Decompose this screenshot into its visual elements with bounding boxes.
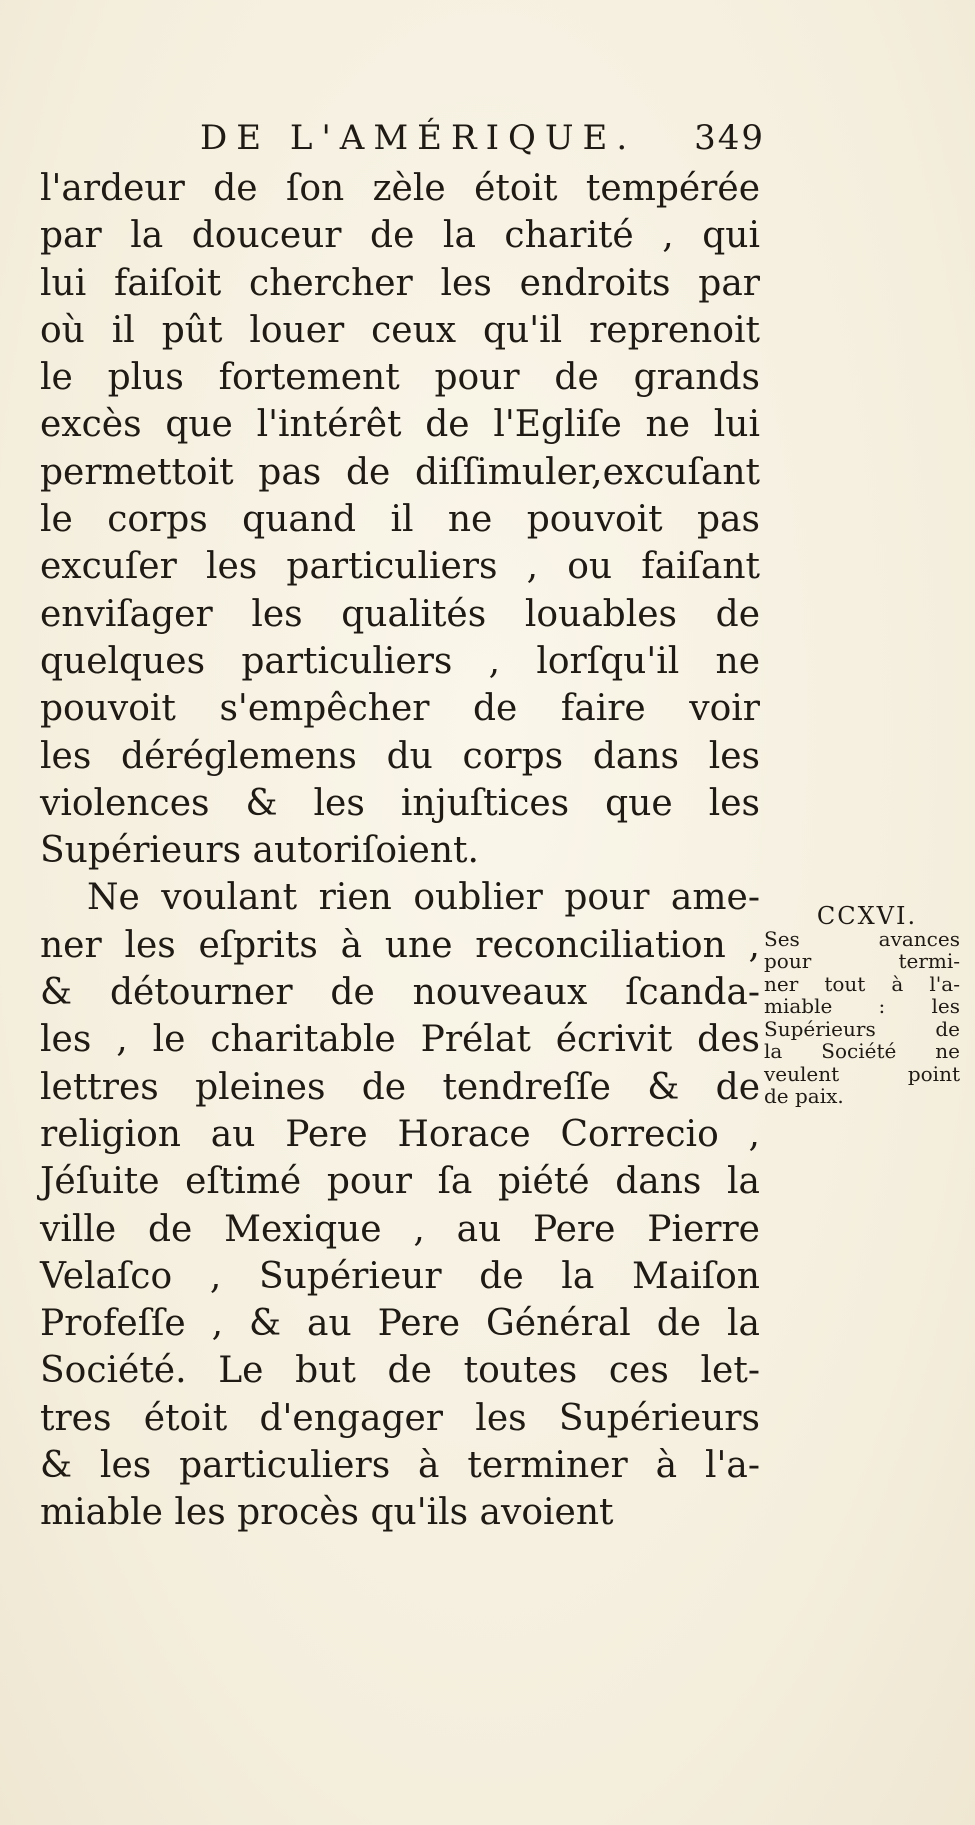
text-line: permettoit pas de diſſimuler,excuſant — [40, 451, 760, 493]
text-line: & les particuliers à terminer à l'a- — [40, 1445, 760, 1487]
text-line: enviſager les qualités louables de — [40, 593, 760, 635]
paragraph-end-line: Supérieurs autoriſoient. — [40, 830, 479, 872]
margin-note — [764, 902, 960, 1108]
text-line: religion au Pere Horace Correcio , — [40, 1113, 760, 1155]
text-line: pouvoit s'empêcher de faire voir — [40, 688, 760, 730]
running-title: DE L'AMÉRIQUE. — [200, 118, 637, 158]
text-line: violences & les injuſtices que les — [40, 782, 760, 824]
text-line: quelques particuliers , lorſqu'il ne — [40, 640, 760, 682]
text-line: le corps quand il ne pouvoit pas — [40, 499, 760, 541]
text-line: Ne voulant rien oublier pour ame- — [87, 877, 760, 919]
text-line: ner les eſprits à une reconciliation , — [40, 924, 760, 966]
text-line: les déréglemens du corps dans les — [40, 735, 760, 777]
margin-note-line: Supérieurs de — [764, 1016, 960, 1041]
text-line: l'ardeur de ſon zèle étoit tempérée — [40, 168, 760, 209]
text-line: lettres pleines de tendreſſe & de — [40, 1066, 760, 1108]
page-header — [200, 118, 765, 168]
text-line: le plus fortement pour de grands — [40, 357, 760, 399]
margin-note-line: Ses avances — [764, 926, 960, 951]
text-line: les , le charitable Prélat écrivit des — [40, 1019, 760, 1061]
text-line: excuſer les particuliers , ou faiſant — [40, 546, 760, 588]
margin-note-line: de paix. — [764, 1084, 844, 1108]
text-line: & détourner de nouveaux ſcanda- — [40, 972, 760, 1014]
margin-note-line: veulent point — [764, 1061, 960, 1086]
text-line: Jéſuite eſtimé pour ſa piété dans la — [40, 1161, 760, 1203]
text-line: lui faiſoit chercher les endroits par — [40, 262, 760, 304]
margin-note-line: pour termi- — [764, 949, 960, 973]
body-text — [40, 165, 760, 1537]
text-line: par la douceur de la charité , qui — [40, 215, 760, 257]
text-line: Profeſſe , & au Pere Général de la — [40, 1303, 760, 1345]
margin-note-line: miable : les — [764, 994, 960, 1018]
text-line: Société. Le but de toutes ces let- — [40, 1350, 760, 1392]
text-line: où il pût louer ceux qu'il reprenoit — [40, 309, 760, 351]
margin-note-line: ner tout à l'a- — [764, 971, 960, 996]
text-line: Velaſco , Supérieur de la Maiſon — [40, 1255, 760, 1297]
text-line: miable les procès qu'ils avoient — [40, 1492, 614, 1534]
text-line: excès que l'intérêt de l'Egliſe ne lui — [40, 404, 760, 446]
margin-note-line: la Société ne — [764, 1039, 960, 1063]
page-number: 349 — [694, 118, 765, 158]
text-line: ville de Mexique , au Pere Pierre — [40, 1208, 760, 1250]
text-line: tres étoit d'engager les Supérieurs — [40, 1397, 760, 1439]
margin-note-number: CCXVI. — [816, 902, 918, 930]
